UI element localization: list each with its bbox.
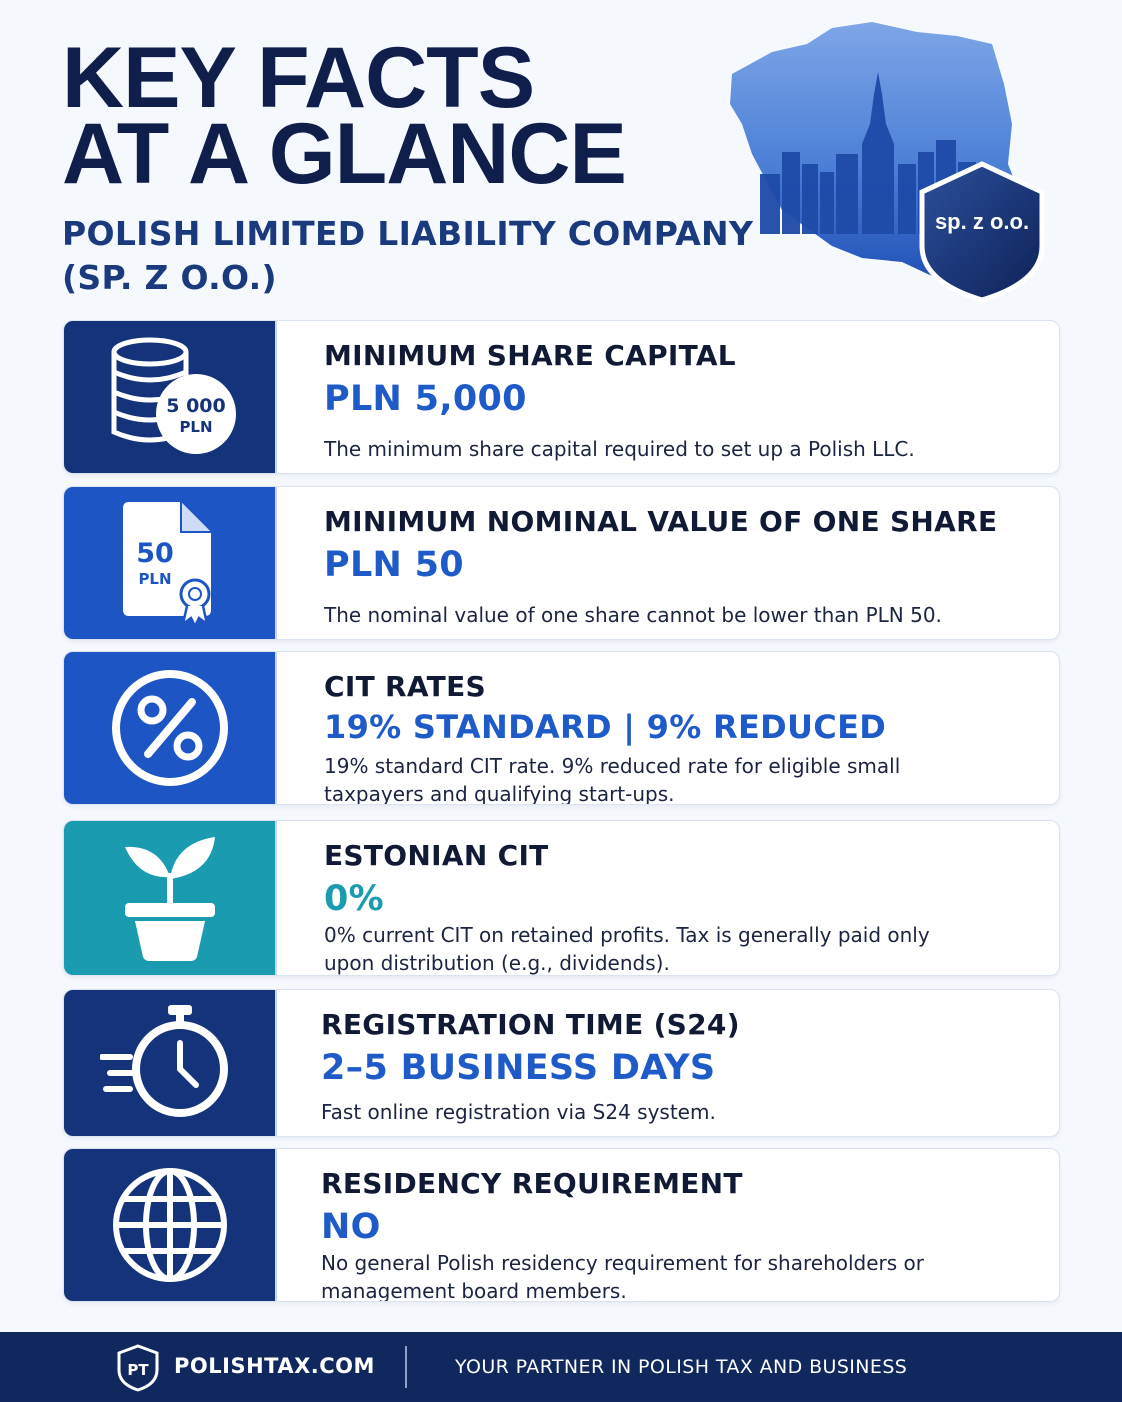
fact-value: 0% xyxy=(324,879,385,919)
globe-icon xyxy=(110,1165,230,1285)
fact-description: No general Polish residency requirement for shareholders or management board members. xyxy=(321,1251,924,1302)
fact-card-share-capital xyxy=(63,320,1060,474)
poland-map-illustration xyxy=(712,14,1092,314)
fact-description: Fast online registration via S24 system. xyxy=(321,1100,716,1124)
share-certificate-icon xyxy=(115,498,225,628)
shield-badge-text: sp. z o.o. xyxy=(934,209,1030,234)
icon-panel xyxy=(64,990,277,1136)
footer-tagline: YOUR PARTNER IN POLISH TAX AND BUSINESS xyxy=(455,1356,908,1378)
page-title: KEY FACTS AT A GLANCE xyxy=(62,30,626,202)
coin-currency-label: PLN xyxy=(178,418,213,436)
share-currency-label: PLN xyxy=(137,570,172,588)
icon-panel xyxy=(64,321,277,473)
fact-title: ESTONIAN CIT xyxy=(324,839,549,872)
page-subtitle: POLISH LIMITED LIABILITY COMPANY (SP. Z O.O.) xyxy=(62,214,754,297)
fact-description: The nominal value of one share cannot be lower than PLN 50. xyxy=(324,603,942,627)
coin-amount-label: 5 000 xyxy=(165,395,226,417)
fact-card-registration-time xyxy=(63,989,1060,1137)
fact-title: CIT RATES xyxy=(324,670,486,703)
fact-description: 19% standard CIT rate. 9% reduced rate for eligible small taxpayers and qualifying start-ups. xyxy=(324,754,901,805)
stopwatch-icon xyxy=(100,1003,240,1123)
fact-value: 19% STANDARD | 9% REDUCED xyxy=(324,708,887,746)
plant-icon xyxy=(115,833,225,963)
fact-value: PLN 5,000 xyxy=(324,379,527,419)
fact-title: RESIDENCY REQUIREMENT xyxy=(321,1167,743,1200)
logo-initials: PT xyxy=(127,1361,149,1379)
footer-site-link[interactable]: POLISHTAX.COM xyxy=(174,1354,375,1378)
fact-title: REGISTRATION TIME (S24) xyxy=(321,1008,740,1041)
fact-card-residency xyxy=(63,1148,1060,1302)
fact-description: The minimum share capital required to set up a Polish LLC. xyxy=(324,437,915,461)
polishtax-logo-icon xyxy=(116,1344,160,1392)
fact-value: PLN 50 xyxy=(324,545,464,585)
icon-panel xyxy=(64,821,277,975)
coins-icon xyxy=(100,332,240,462)
icon-panel xyxy=(64,487,277,639)
fact-value: NO xyxy=(321,1207,381,1247)
fact-value: 2–5 BUSINESS DAYS xyxy=(321,1048,716,1088)
fact-card-estonian-cit xyxy=(63,820,1060,976)
icon-panel xyxy=(64,652,277,804)
share-amount-label: 50 xyxy=(135,538,174,569)
fact-card-nominal-value xyxy=(63,486,1060,640)
footer-divider xyxy=(405,1346,407,1388)
fact-description: 0% current CIT on retained profits. Tax is generally paid only upon distribution (e.g., dividends). xyxy=(324,923,930,975)
icon-panel xyxy=(64,1149,277,1301)
footer xyxy=(0,1332,1122,1402)
percent-icon xyxy=(110,668,230,788)
fact-card-cit-rates xyxy=(63,651,1060,805)
fact-title: MINIMUM SHARE CAPITAL xyxy=(324,339,736,372)
fact-title: MINIMUM NOMINAL VALUE OF ONE SHARE xyxy=(324,505,998,538)
